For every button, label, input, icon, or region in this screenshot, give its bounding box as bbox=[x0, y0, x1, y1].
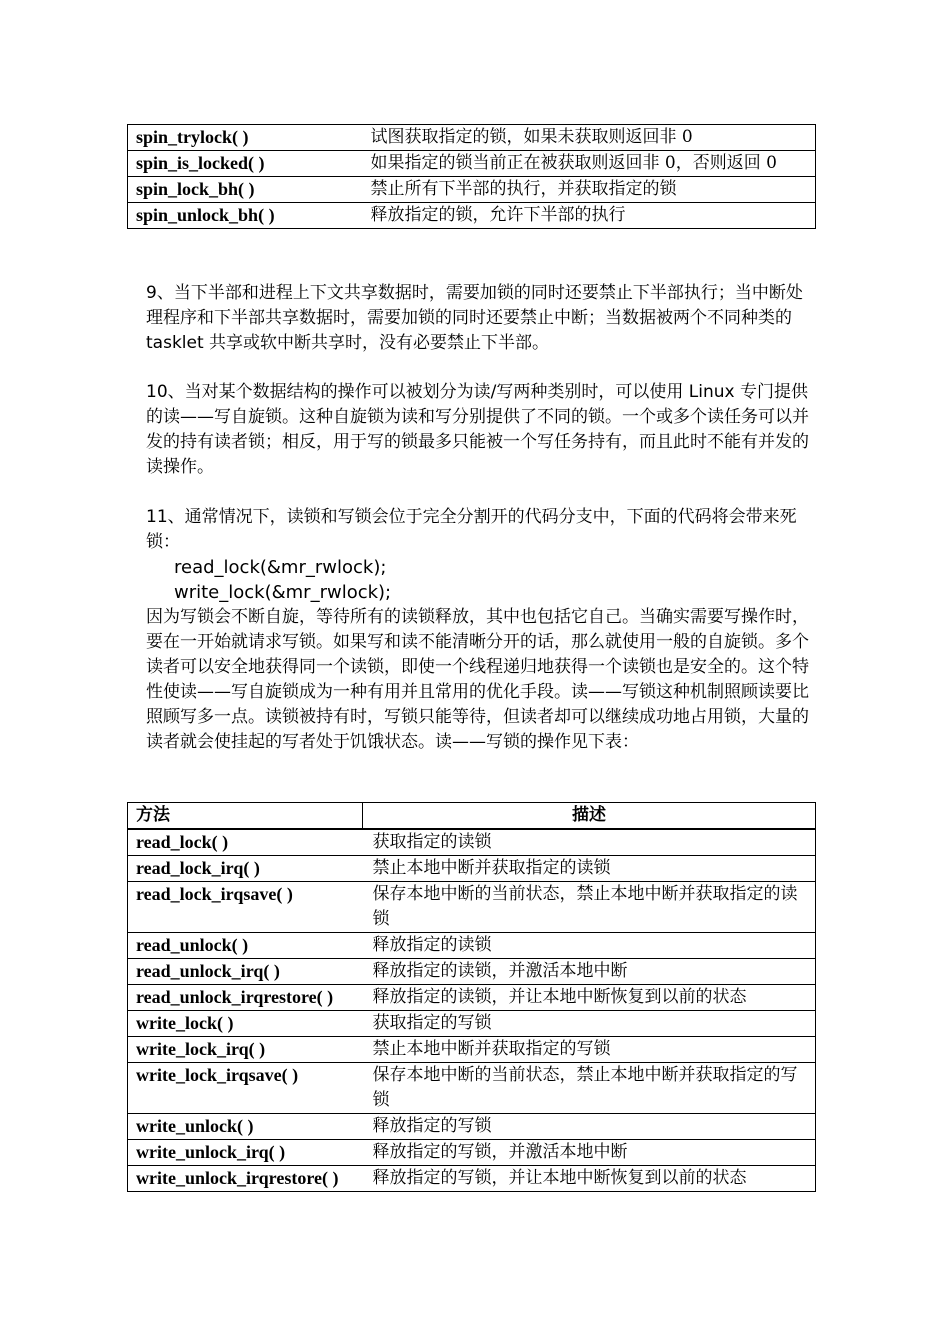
function-name: write_unlock_irqrestore( ) bbox=[128, 1166, 363, 1192]
table-row bbox=[128, 125, 816, 151]
function-name: write_lock_irq( ) bbox=[128, 1037, 363, 1063]
table-row bbox=[128, 856, 816, 882]
function-description: 释放指定的写锁，并激活本地中断 bbox=[363, 1140, 816, 1166]
paragraph-11-body: 因为写锁会不断自旋，等待所有的读锁释放，其中也包括它自己。当确实需要写操作时，要在一开始就请求写锁。如果写和读不能清晰分开的话，那么就使用一般的自旋锁。多个读者可以安全地获得同一个读锁，即使一个线程递归地获得一个读锁也是安全的。这个特性使读——写自旋锁成为一种有用并且常用的优化手段。读——写锁这种机制照顾读要比照顾写多一点。读锁被持有时，写锁只能等待，但读者却可以继续成功地占用锁，大量的读者就会使挂起的写者处于饥饿状态。读——写锁的操作见下表： bbox=[146, 607, 809, 752]
table-row bbox=[128, 1011, 816, 1037]
function-name: read_unlock_irq( ) bbox=[128, 959, 363, 985]
function-name: spin_lock_bh( ) bbox=[128, 177, 363, 203]
function-name: write_unlock_irq( ) bbox=[128, 1140, 363, 1166]
table-row bbox=[128, 1140, 816, 1166]
table-row bbox=[128, 1114, 816, 1140]
paragraph-9: 9、当下半部和进程上下文共享数据时，需要加锁的同时还要禁止下半部执行；当中断处理程序和下半部共享数据时，需要加锁的同时还要禁止中断；当数据被两个不同种类的 tasklet 共享或软中断共享时，没有必要禁止下半部。 bbox=[146, 283, 803, 353]
function-name: read_lock( ) bbox=[128, 829, 363, 856]
function-name: read_unlock_irqrestore( ) bbox=[128, 985, 363, 1011]
function-description: 释放指定的读锁，并让本地中断恢复到以前的状态 bbox=[363, 985, 816, 1011]
rwlock-functions-table bbox=[127, 802, 816, 1192]
function-description: 保存本地中断的当前状态，禁止本地中断并获取指定的写锁 bbox=[363, 1063, 816, 1114]
paragraph-11 bbox=[146, 505, 810, 755]
function-name: read_lock_irqsave( ) bbox=[128, 882, 363, 933]
function-name: write_lock( ) bbox=[128, 1011, 363, 1037]
paragraph-10: 10、当对某个数据结构的操作可以被划分为读/写两种类别时，可以使用 Linux 专门提供的读——写自旋锁。这种自旋锁为读和写分别提供了不同的锁。一个或多个读任务可以并发的持有读者锁；相反，用于写的锁最多只能被一个写任务持有，而且此时不能有并发的读操作。 bbox=[146, 382, 809, 477]
function-name: read_lock_irq( ) bbox=[128, 856, 363, 882]
code-line-write-lock: write_lock(&mr_rwlock); bbox=[174, 582, 392, 603]
table-header-row bbox=[128, 803, 816, 830]
function-description: 释放指定的读锁，并激活本地中断 bbox=[363, 959, 816, 985]
function-name: spin_unlock_bh( ) bbox=[128, 203, 363, 229]
function-name: read_unlock( ) bbox=[128, 933, 363, 959]
function-description: 保存本地中断的当前状态，禁止本地中断并获取指定的读锁 bbox=[363, 882, 816, 933]
table-row bbox=[128, 1037, 816, 1063]
function-description: 获取指定的读锁 bbox=[363, 829, 816, 856]
spinlock-functions-table bbox=[127, 124, 816, 229]
column-header-description: 描述 bbox=[363, 803, 816, 830]
table-row bbox=[128, 151, 816, 177]
function-description: 获取指定的写锁 bbox=[363, 1011, 816, 1037]
table-row bbox=[128, 829, 816, 856]
table-row bbox=[128, 882, 816, 933]
code-line-read-lock: read_lock(&mr_rwlock); bbox=[174, 557, 387, 578]
function-description: 禁止本地中断并获取指定的写锁 bbox=[363, 1037, 816, 1063]
function-description: 如果指定的锁当前正在被获取则返回非 0，否则返回 0 bbox=[363, 151, 816, 177]
function-name: write_lock_irqsave( ) bbox=[128, 1063, 363, 1114]
paragraph-11-intro: 11、通常情况下，读锁和写锁会位于完全分割开的代码分支中，下面的代码将会带来死锁： bbox=[146, 507, 797, 552]
function-description: 释放指定的读锁 bbox=[363, 933, 816, 959]
table-row bbox=[128, 177, 816, 203]
function-description: 禁止本地中断并获取指定的读锁 bbox=[363, 856, 816, 882]
function-description: 试图获取指定的锁，如果未获取则返回非 0 bbox=[363, 125, 816, 151]
table-row bbox=[128, 985, 816, 1011]
table-row bbox=[128, 1063, 816, 1114]
column-header-method: 方法 bbox=[128, 803, 363, 830]
table-row bbox=[128, 933, 816, 959]
function-description: 释放指定的写锁 bbox=[363, 1114, 816, 1140]
table-row bbox=[128, 959, 816, 985]
table-row bbox=[128, 203, 816, 229]
function-description: 释放指定的锁，允许下半部的执行 bbox=[363, 203, 816, 229]
function-description: 禁止所有下半部的执行，并获取指定的锁 bbox=[363, 177, 816, 203]
table-row bbox=[128, 1166, 816, 1192]
function-name: write_unlock( ) bbox=[128, 1114, 363, 1140]
function-name: spin_is_locked( ) bbox=[128, 151, 363, 177]
function-name: spin_trylock( ) bbox=[128, 125, 363, 151]
function-description: 释放指定的写锁，并让本地中断恢复到以前的状态 bbox=[363, 1166, 816, 1192]
